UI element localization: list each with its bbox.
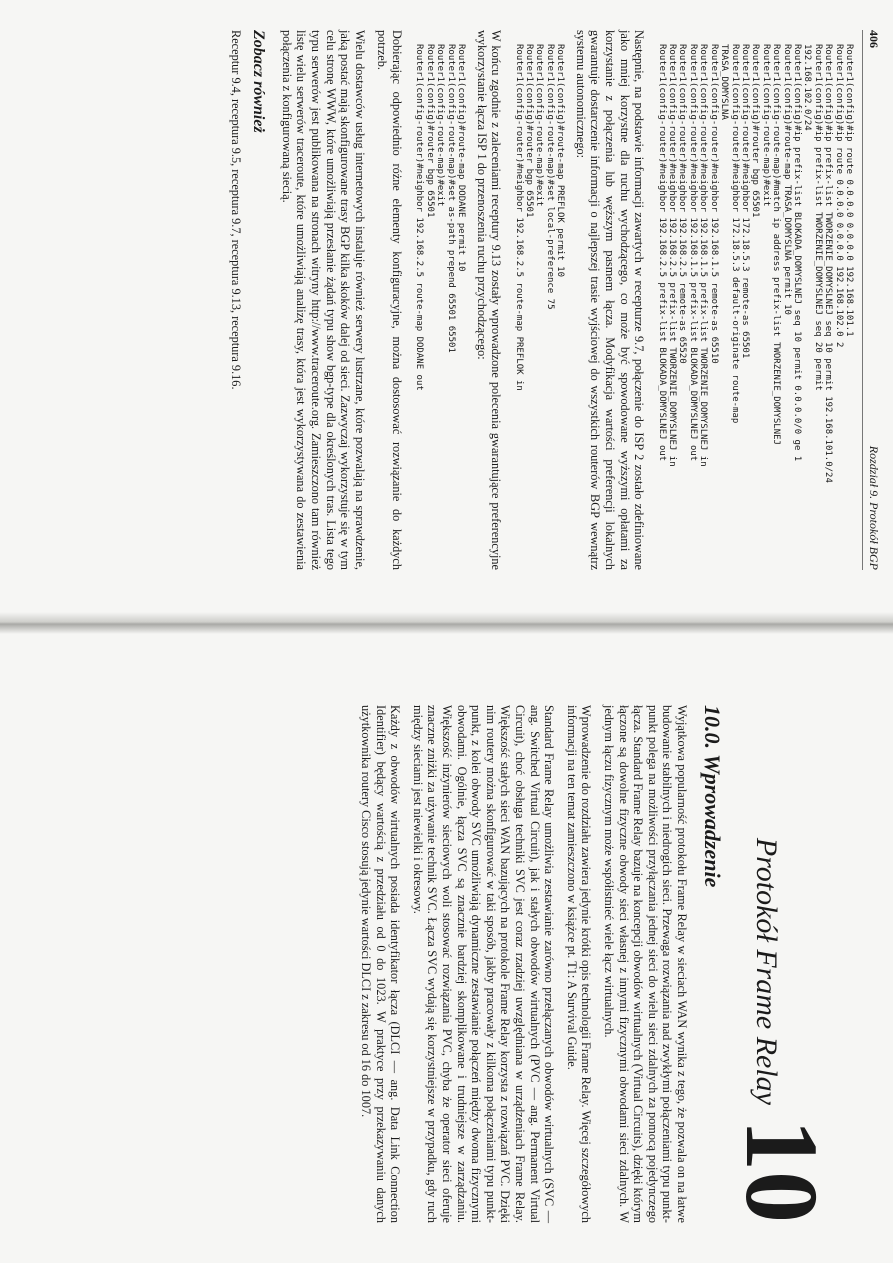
lower-page: [0, 645, 893, 1263]
running-head-title: Rozdział 9. Protokół BGP: [867, 445, 881, 570]
chapter-number: 10: [724, 1119, 839, 1223]
body-paragraph: W końcu zgodnie z zaleceniami receptury 9.13 zostały wprowadzone polecenia gwarantujące preferencyjne wykorzystanie łącza ISP 1 do przenoszenia ruchu przychodzącego:: [474, 30, 504, 570]
code-block-config-3: Router1(config)#route-map DODANE permit 10 Router1(config-route-map)#set as-path prepend 65501 65501 Router1(config-route-map)#exit Router1(config)#router bgp 65501 Router1(config-router)#neighbor 192.168.2.5 route-map DODANE out: [414, 44, 467, 391]
running-header: [862, 30, 881, 570]
body-paragraph: Następnie, na podstawie informacji zawartych w recepturze 9.7, połączenie do ISP 2 zostało zdefiniowane jako mniej korzystne dla ruchu wychodzącego, co może być spowodowane wyższymi opłatami za korzystanie z połączenia lub węższym pasmem łącza. Modyfikacja wartości preferencji lokalnych gwarantuje dostarczenie informacji o najlepszej trasie wyjściowej do wszystkich routerów BGP wewnątrz systemu autonomicznego:: [573, 30, 647, 570]
page-number: 406: [867, 30, 881, 48]
upper-page: [0, 0, 893, 600]
body-paragraph: Dobierając odpowiednio różne elementy konfiguracyjne, można dostosować rozwiązanie do każdych potrzeb.: [375, 30, 405, 570]
see-also-heading: Zobacz również: [250, 30, 268, 133]
body-paragraph: Każdy z obwodów wirtualnych posiada identyfikator łącza (DLCI — ang. Data Link Connection Identifier) będący wartością z przedziału od 0 do 1023. W praktyce przy przekazywaniu danych użytkownika routery Cisco stosują jedynie wartości DLCI z zakresu od 16 do 1007.: [359, 705, 403, 1223]
chapter-title: Protokół Frame Relay: [750, 837, 783, 1105]
code-block-config-1: Router1(config)#ip route 0.0.0.0 0.0.0.0 192.168.101.1 Router1(config)#ip route 0.0.0.0 0.0.0.0 192.168.102.0 2 Router1(config)#ip prefix-list TWORZENIE_DOMYSLNEJ seq 10 permit 192.168.101.0/24 Router1(config)#ip prefix-list TWORZENIE_DOMYSLNEJ seq 20 permit 192.168.102.0/24 Router1(config)#ip prefix-list BLOKADA_DOMYSLNEJ seq 10 permit 0.0.0.0/0 ge 1 Router1(config)#route-map TRASA_DOMYSLNA permit 10 Router1(config-route-map)#match ip address prefix-list TWORZENIE_DOMYSLNEJ Router1(config-route-map)#exit Router1(config)#router bgp 65501 Router1(config-router)#neighbor 172.18.5.3 remote-as 65501 Router1(config-router)#neighbor 172.18.5.3 default-originate route-map TRASA_DOMYSLNA Router1(config-router)#neighbor 192.168.1.5 remote-as 65510 Router1(config-router)#neighbor 192.168.1.5 prefix-list TWORZENIE_DOMYSLNEJ in Router1(config-router)#neighbor 192.168.1.5 prefix-list BLOKADA_DOMYSLNEJ out Router1(config-router)#neighbor 192.168.2.5 remote-as 65520 Router1(config-router)#neighbor 192.168.2.5 prefix-list TWORZENIE_DOMYSLNEJ in Router1(config-router)#neighbor 192.168.2.5 prefix-list BLOKADA_DOMYSLNEJ out: [656, 44, 854, 483]
page-gutter-shadow: [0, 612, 893, 634]
see-also-text: Receptur 9.4, receptura 9.5, receptura 9.7, receptura 9.13, receptura 9.16.: [229, 30, 244, 390]
chapter-header: [724, 705, 879, 1223]
body-paragraph: Wielu dostawców usług internetowych instaluje również serwery lustrzane, które pozwalają na sprawdzenie, jaką postać mają skonfigurowane trasy BGP kilka skoków dalej od sieci. Zazwyczaj wykorzystuje się w tym celu stronę WWW, które umożliwiają przesłanie żądań typu show bgp-type dla określonych tras. Lista tego typu serwerów jest publikowana na stronach witryny http://www.traceroute.org. Zamieszczono tam również listę wielu serwerów traceroute, które umożliwiają analizę trasy, która jest wykorzystywana do zestawienia połączenia z konfigurowaną siecią.: [279, 30, 367, 570]
section-heading: 10.0. Wprowadzenie: [700, 705, 725, 888]
body-paragraph: Wyjątkowa popularność protokołu Frame Relay w sieciach WAN wynika z tego, że pozwala on na łatwe budowanie stabilnych i niedrogich sieci. Przewaga rozwiązania nad zwykłymi połączeniami typu punkt-punkt polega na możliwości przyłączania jednej sieci do wielu sieci zdalnych za pomocą pojedynczego łącza. Standard Frame Relay bazuje na koncepcji obwodów wirtualnych (Virtual Circuits), dzięki którym łączone są dowolne fizyczne obwody sieci własnej z innymi fizycznymi obwodami sieci zdalnych. W jednym łączu fizycznym może współistnieć wiele łącz wirtualnych.: [602, 705, 689, 1223]
body-paragraph: Standard Frame Relay umożliwia zestawianie zarówno przełączanych obwodów wirtualnych (SVC — ang. Switched Virtual Circuit), jak i stałych obwodów wirtualnych (PVC — ang. Permanent Virtual Circuit), choć obsługa techniki SVC jest coraz rzadziej uwzględniana w urządzeniach Frame Relay. Większość stałych sieci WAN bazujących na protokole Frame Relay korzysta z rozwiązań PVC. Dzięki nim routery można skonfigurować w taki sposób, jakby pracowały z kilkoma połączeniami typu punkt-punkt, z kolei obwody SVC umożliwiają dynamiczne zestawianie połączeń między dwoma fizycznymi obwodami. Ogólnie, łącza SVC są znacznie bardziej skomplikowane i trudniejsze w zarządzaniu. Większość inżynierów sieciowych woli stosować rozwiązania PVC, chyba że operator sieci oferuje znaczne zniżki za używanie technik SVC. Łącza SVC wydają się korzystniejsze w przypadku, gdy ruch między sieciami jest niewielki i okresowy.: [410, 705, 557, 1223]
code-block-config-2: Router1(config)#route-map PREFLOK permit 10 Router1(config-route-map)#set local-preference 75 Router1(config-route-map)#exit Router1(config)#router bgp 65501 Router1(config-router)#neighbor 192.168.2.5 route-map PREFLOK in: [513, 44, 566, 391]
body-paragraph: Wprowadzenie do rozdziału zawiera jedynie krótki opis technologii Frame Relay. Więcej szczegółowych informacji na ten temat zamieszczono w książce pt. T1: A Survival Guide.: [564, 705, 594, 1223]
